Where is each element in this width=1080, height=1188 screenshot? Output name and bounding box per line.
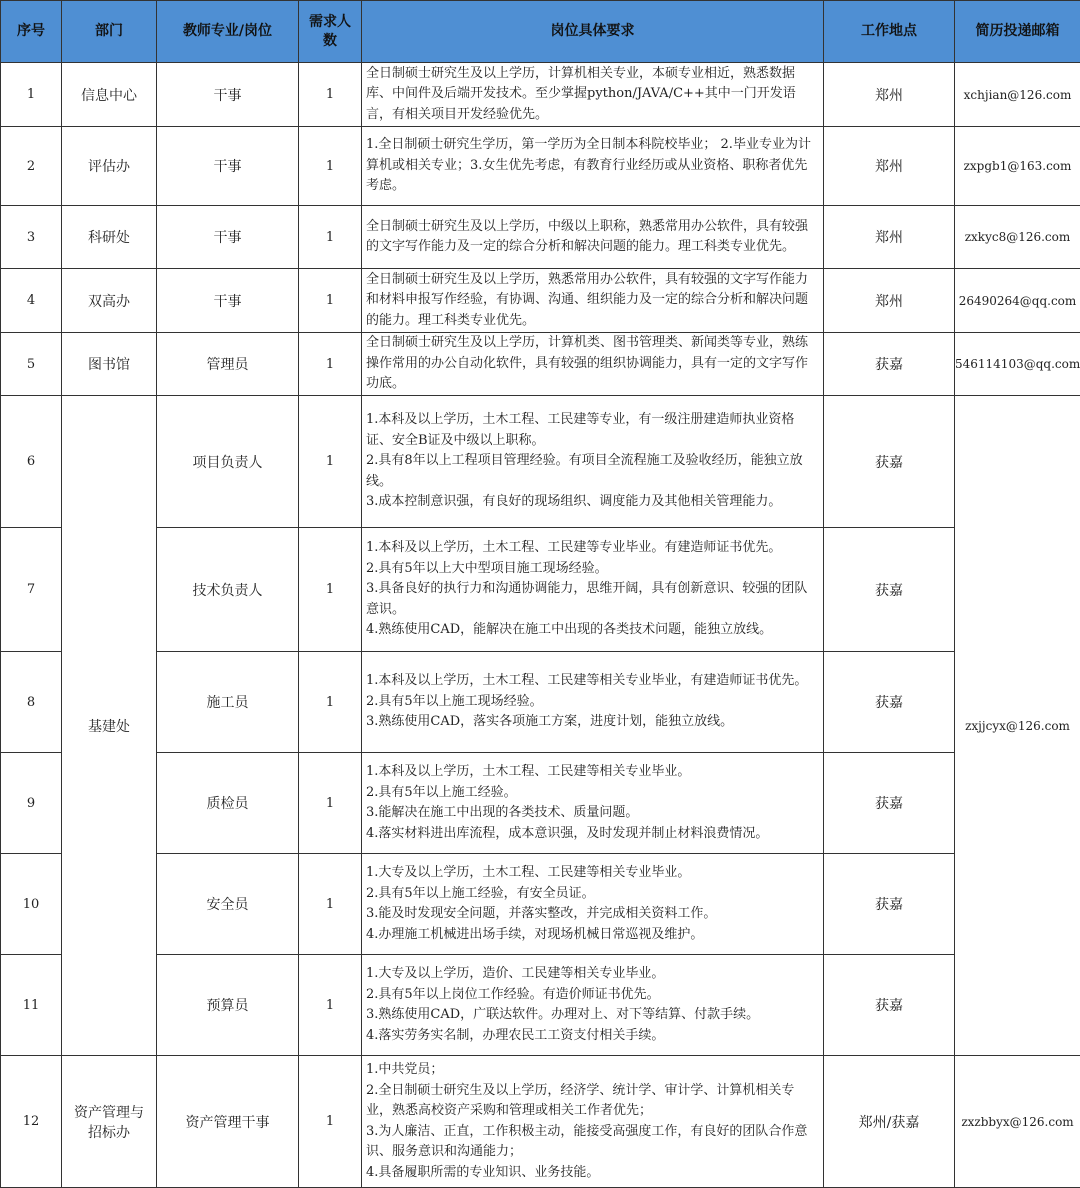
header-count-line1: 需求人 [309, 13, 351, 30]
table-row [1, 63, 1080, 127]
row-count: 1 [299, 854, 362, 955]
row-position: 干事 [157, 63, 299, 127]
req-line: 2.具有5年以上施工现场经验。 [366, 693, 543, 709]
header-position: 教师专业/岗位 [157, 1, 299, 63]
row-location: 郑州 [824, 63, 955, 127]
table-row [1, 127, 1080, 206]
row-location: 获嘉 [824, 955, 955, 1056]
row-no: 9 [1, 753, 62, 854]
req-line: 4.落实劳务实名制，办理农民工工资支付相关手续。 [366, 1027, 665, 1043]
req-line: 3.具备良好的执行力和沟通协调能力，思维开阔，具有创新意识、较强的团队意识。 [366, 581, 808, 617]
row-count: 1 [299, 528, 362, 652]
row-requirement: 全日制硕士研究生及以上学历，计算机类、图书管理类、新闻类等专业，熟练操作常用的办公自动化软件，具有较强的组织协调能力，具有一定的文字写作功底。 [362, 333, 824, 396]
row-count: 1 [299, 63, 362, 127]
header-email: 简历投递邮箱 [955, 1, 1080, 63]
row-dept: 评估办 [62, 127, 157, 206]
row-requirement: 全日制硕士研究生及以上学历，中级以上职称，熟悉常用办公软件，具有较强的文字写作能力及一定的综合分析和解决问题的能力。理工科类专业优先。 [362, 206, 824, 269]
row-no: 10 [1, 854, 62, 955]
req-line: 1.本科及以上学历，土木工程、工民建等专业，有一级注册建造师执业资格证、安全B证及中级以上职称。 [366, 412, 795, 448]
row-no: 7 [1, 528, 62, 652]
req-line: 2.具有5年以上岗位工作经验。有造价师证书优先。 [366, 986, 660, 1002]
row-count: 1 [299, 333, 362, 396]
req-line: 2.全日制硕士研究生及以上学历，经济学、统计学、审计学、计算机相关专业，熟悉高校资产采购和管理或相关工作者优先； [366, 1082, 795, 1118]
req-line: 1.大专及以上学历，土木工程、工民建等相关专业毕业。 [366, 865, 691, 880]
row-no: 6 [1, 396, 62, 528]
req-line: 2.具有5年以上施工经验。 [366, 784, 517, 800]
row-position: 资产管理干事 [157, 1056, 299, 1188]
row-email: xchjian@126.com [955, 63, 1080, 127]
table-row [1, 269, 1080, 333]
table-row [1, 528, 1080, 652]
row-count: 1 [299, 1056, 362, 1188]
row-position: 项目负责人 [157, 396, 299, 528]
row-location: 获嘉 [824, 333, 955, 396]
req-line: 1.本科及以上学历，土木工程、工民建等相关专业毕业。 [366, 764, 691, 779]
row-no: 1 [1, 63, 62, 127]
req-line: 4.办理施工机械进出场手续，对现场机械日常巡视及维护。 [366, 926, 704, 942]
req-line: 4.具备履职所需的专业知识、业务技能。 [366, 1164, 600, 1180]
row-location: 获嘉 [824, 652, 955, 753]
row-requirement [362, 396, 824, 528]
req-line: 3.熟练使用CAD，落实各项施工方案，进度计划，能独立放线。 [366, 714, 734, 730]
row-location: 郑州 [824, 206, 955, 269]
row-location: 获嘉 [824, 396, 955, 528]
row-no: 11 [1, 955, 62, 1056]
row-count: 1 [299, 955, 362, 1056]
row-dept: 基建处 [62, 396, 157, 1056]
row-location: 郑州 [824, 269, 955, 333]
table-row [1, 753, 1080, 854]
row-count: 1 [299, 206, 362, 269]
row-requirement [362, 753, 824, 854]
row-position: 管理员 [157, 333, 299, 396]
row-location: 郑州/获嘉 [824, 1056, 955, 1188]
row-location: 郑州 [824, 127, 955, 206]
req-line: 2.具有5年以上施工经验，有安全员证。 [366, 885, 595, 901]
req-line: 4.落实材料进出库流程，成本意识强，及时发现并制止材料浪费情况。 [366, 825, 769, 841]
row-count: 1 [299, 127, 362, 206]
req-line: 2.具有8年以上工程项目管理经验。有项目全流程施工及验收经历，能独立放线。 [366, 453, 803, 489]
row-position: 干事 [157, 127, 299, 206]
req-line: 3.能及时发现安全问题，并落实整改，并完成相关资料工作。 [366, 906, 717, 921]
row-count: 1 [299, 396, 362, 528]
req-line: 3.为人廉洁、正直，工作积极主动，能接受高强度工作，有良好的团队合作意识、服务意识和沟通能力； [366, 1123, 808, 1159]
table-row [1, 652, 1080, 753]
req-line: 3.熟练使用CAD，广联达软件。办理对上、对下等结算、付款手续。 [366, 1007, 760, 1022]
row-position: 安全员 [157, 854, 299, 955]
header-dept: 部门 [62, 1, 157, 63]
row-no: 3 [1, 206, 62, 269]
row-no: 8 [1, 652, 62, 753]
row-count: 1 [299, 652, 362, 753]
header-requirement: 岗位具体要求 [362, 1, 824, 63]
header-row [1, 1, 1080, 63]
row-no: 12 [1, 1056, 62, 1188]
row-no: 5 [1, 333, 62, 396]
header-no: 序号 [1, 1, 62, 63]
row-email: zxzbbyx@126.com [955, 1056, 1080, 1188]
row-position: 预算员 [157, 955, 299, 1056]
row-location: 获嘉 [824, 753, 955, 854]
table-row [1, 206, 1080, 269]
row-requirement [362, 652, 824, 753]
row-no: 4 [1, 269, 62, 333]
table-row [1, 854, 1080, 955]
header-location: 工作地点 [824, 1, 955, 63]
row-location: 获嘉 [824, 854, 955, 955]
row-no: 2 [1, 127, 62, 206]
row-email: zxjjcyx@126.com [955, 396, 1080, 1056]
row-requirement: 1.全日制硕士研究生学历，第一学历为全日制本科院校毕业； 2.毕业专业为计算机或相关专业；3.女生优先考虑，有教育行业经历或从业资格、职称者优先考虑。 [362, 127, 824, 206]
row-email: 546114103@qq.com [955, 333, 1080, 396]
row-dept: 资产管理与招标办 [62, 1056, 157, 1188]
row-dept: 信息中心 [62, 63, 157, 127]
req-line: 1.大专及以上学历，造价、工民建等相关专业毕业。 [366, 966, 665, 981]
row-requirement [362, 1056, 824, 1188]
req-line: 4.熟练使用CAD，能解决在施工中出现的各类技术问题，能独立放线。 [366, 622, 773, 638]
row-requirement: 全日制硕士研究生及以上学历，计算机相关专业，本硕专业相近，熟悉数据库、中间件及后端开发技术。至少掌握python/JAVA/C++其中一门开发语言，有相关项目开发经验优先。 [362, 63, 824, 127]
row-position: 干事 [157, 269, 299, 333]
row-dept: 双高办 [62, 269, 157, 333]
req-line: 1.中共党员； [366, 1062, 444, 1077]
req-line: 1.本科及以上学历，土木工程、工民建等专业毕业。有建造师证书优先。 [366, 540, 782, 556]
table-row [1, 955, 1080, 1056]
row-count: 1 [299, 753, 362, 854]
row-email: 26490264@qq.com [955, 269, 1080, 333]
req-line: 3.成本控制意识强，有良好的现场组织、调度能力及其他相关管理能力。 [366, 494, 782, 510]
table-row [1, 333, 1080, 396]
row-email: zxkyc8@126.com [955, 206, 1080, 269]
row-dept: 科研处 [62, 206, 157, 269]
row-requirement [362, 854, 824, 955]
row-count: 1 [299, 269, 362, 333]
row-position: 施工员 [157, 652, 299, 753]
table-row [1, 396, 1080, 528]
row-dept: 图书馆 [62, 333, 157, 396]
row-position: 技术负责人 [157, 528, 299, 652]
row-requirement [362, 528, 824, 652]
row-email: zxpgb1@163.com [955, 127, 1080, 206]
req-line: 3.能解决在施工中出现的各类技术、质量问题。 [366, 805, 639, 820]
table-row [1, 1056, 1080, 1188]
row-location: 获嘉 [824, 528, 955, 652]
req-line: 2.具有5年以上大中型项目施工现场经验。 [366, 560, 608, 576]
req-line: 1.本科及以上学历，土木工程、工民建等相关专业毕业，有建造师证书优先。 [366, 673, 808, 689]
row-requirement [362, 955, 824, 1056]
row-position: 干事 [157, 206, 299, 269]
row-requirement: 全日制硕士研究生及以上学历，熟悉常用办公软件，具有较强的文字写作能力和材料申报写作经验，有协调、沟通、组织能力及一定的综合分析和解决问题的能力。理工科类专业优先。 [362, 269, 824, 333]
header-count-line2: 数 [323, 32, 337, 49]
header-count [299, 1, 362, 63]
row-position: 质检员 [157, 753, 299, 854]
